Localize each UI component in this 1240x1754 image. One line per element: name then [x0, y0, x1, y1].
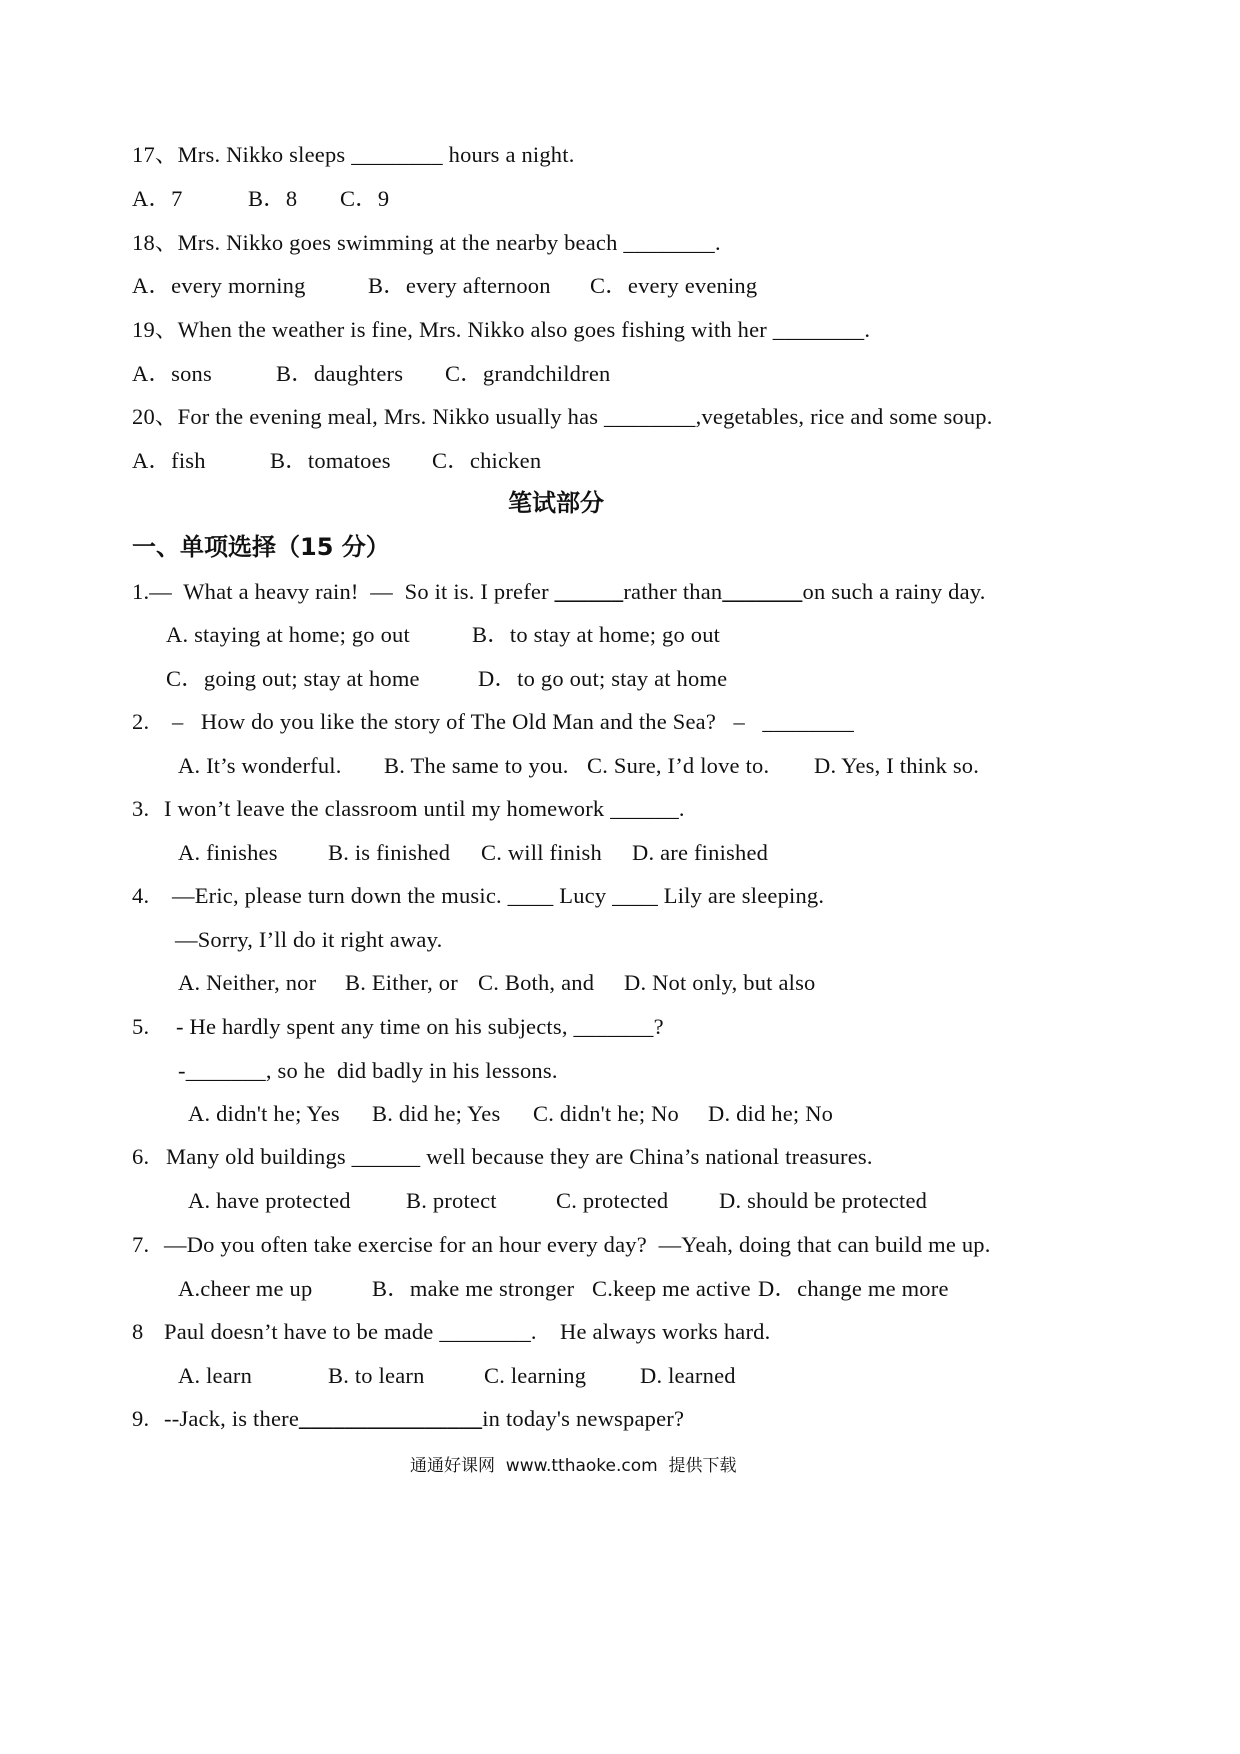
- q20-stem: 20、For the evening meal, Mrs. Nikko usually has ________,vegetables, rice and some soup.: [132, 404, 993, 429]
- q8-stem: Paul doesn’t have to be made ________. He always works hard.: [164, 1319, 771, 1344]
- q9-number: 9.: [132, 1406, 150, 1431]
- q9-stem-part-b: in today's newspaper?: [482, 1406, 685, 1431]
- q9-stem-part-a: --Jack, is there: [164, 1406, 300, 1431]
- q4-reply: —Sorry, I’ll do it right away.: [175, 927, 443, 952]
- q3-option-a: A. finishes: [178, 840, 278, 865]
- q1-number: 1.: [132, 579, 150, 604]
- q4-option-a: A. Neither, nor: [178, 970, 317, 995]
- q1-option-b: B．to stay at home; go out: [472, 622, 721, 647]
- q2-option-d: D. Yes, I think so.: [814, 753, 980, 778]
- q1-option-c: C．going out; stay at home: [166, 666, 420, 691]
- q7-option-a: A.cheer me up: [178, 1276, 313, 1301]
- q2-number: 2.: [132, 709, 150, 734]
- q17-option-b: B．8: [248, 186, 298, 211]
- q20-option-c: C．chicken: [432, 448, 542, 473]
- q4-number: 4.: [132, 883, 150, 908]
- q8-option-c: C. learning: [484, 1363, 587, 1388]
- q2-option-a: A. It’s wonderful.: [178, 753, 342, 778]
- q1-option-d: D．to go out; stay at home: [478, 666, 728, 691]
- q5-reply: -_______, so he did badly in his lessons.: [178, 1058, 558, 1083]
- q3-number: 3.: [132, 796, 150, 821]
- q8-option-b: B. to learn: [328, 1363, 425, 1388]
- q6-option-b: B. protect: [406, 1188, 497, 1213]
- q6-stem: Many old buildings ______ well because they are China’s national treasures.: [166, 1144, 873, 1169]
- q17-stem: 17、Mrs. Nikko sleeps ________ hours a night.: [132, 142, 575, 167]
- q7-option-b: B．make me stronger: [372, 1276, 575, 1301]
- q4-option-b: B. Either, or: [345, 970, 458, 995]
- q4-stem: —Eric, please turn down the music. ____ Lucy ____ Lily are sleeping.: [172, 883, 825, 908]
- q19-option-c: C．grandchildren: [445, 361, 611, 386]
- q1-stem-part-a: — What a heavy rain! — So it is. I prefer: [149, 579, 555, 604]
- q18-option-b: B．every afternoon: [368, 273, 551, 298]
- q1-stem: [132, 578, 986, 606]
- q20-option-a: A．fish: [132, 448, 206, 473]
- q6-option-d: D. should be protected: [719, 1188, 928, 1213]
- q4-option-d: D. Not only, but also: [624, 970, 816, 995]
- q7-option-d: D．change me more: [758, 1276, 949, 1301]
- q5-option-c: C. didn't he; No: [533, 1101, 680, 1126]
- q18-option-a: A．every morning: [132, 273, 306, 298]
- footer-text: 通通好课网 www.tthaoke.com 提供下载: [410, 1456, 737, 1476]
- q19-option-a: A．sons: [132, 361, 212, 386]
- q20-option-b: B．tomatoes: [270, 448, 391, 473]
- q2-stem: – How do you like the story of The Old Man and the Sea? – ________: [172, 709, 855, 734]
- q1-stem-part-c: on such a rainy day.: [802, 579, 986, 604]
- q17-option-a: A．7: [132, 186, 183, 211]
- q5-option-b: B. did he; Yes: [372, 1101, 501, 1126]
- q17-option-c: C．9: [340, 186, 390, 211]
- q6-number: 6.: [132, 1144, 150, 1169]
- q3-option-d: D. are finished: [632, 840, 769, 865]
- q19-stem: 19、When the weather is fine, Mrs. Nikko also goes fishing with her ________.: [132, 317, 871, 342]
- q8-number: 8: [132, 1319, 144, 1344]
- q9-blank: ________________: [299, 1406, 483, 1431]
- q5-number: 5.: [132, 1014, 150, 1039]
- q19-option-b: B．daughters: [276, 361, 404, 386]
- q2-option-b: B. The same to you.: [384, 753, 569, 778]
- q3-option-c: C. will finish: [481, 840, 602, 865]
- q18-stem: 18、Mrs. Nikko goes swimming at the nearby beach ________.: [132, 230, 721, 255]
- q7-stem: —Do you often take exercise for an hour every day? —Yeah, doing that can build me up.: [164, 1232, 991, 1257]
- q3-stem: I won’t leave the classroom until my homework ______.: [164, 796, 685, 821]
- q5-option-a: A. didn't he; Yes: [188, 1101, 340, 1126]
- q1-option-a: A. staying at home; go out: [166, 622, 410, 647]
- q6-option-c: C. protected: [556, 1188, 669, 1213]
- q9-stem: [164, 1405, 684, 1433]
- q6-option-a: A. have protected: [188, 1188, 351, 1213]
- q7-option-c: C.keep me active: [592, 1276, 751, 1301]
- q1-blank-1: ______: [554, 579, 624, 604]
- q18-option-c: C．every evening: [590, 273, 758, 298]
- q5-stem: - He hardly spent any time on his subjects, _______?: [176, 1014, 664, 1039]
- q1-stem-part-b: rather than: [623, 579, 723, 604]
- q8-option-d: D. learned: [640, 1363, 736, 1388]
- q8-option-a: A. learn: [178, 1363, 253, 1388]
- q2-option-c: C. Sure, I’d love to.: [587, 753, 770, 778]
- q5-option-d: D. did he; No: [708, 1101, 834, 1126]
- section1-title: 一、单项选择（15 分）: [132, 533, 390, 561]
- q1-blank-2: _______: [722, 579, 803, 604]
- q3-option-b: B. is finished: [328, 840, 451, 865]
- written-section-title: 笔试部分: [508, 489, 604, 517]
- q7-number: 7.: [132, 1232, 150, 1257]
- q4-option-c: C. Both, and: [478, 970, 595, 995]
